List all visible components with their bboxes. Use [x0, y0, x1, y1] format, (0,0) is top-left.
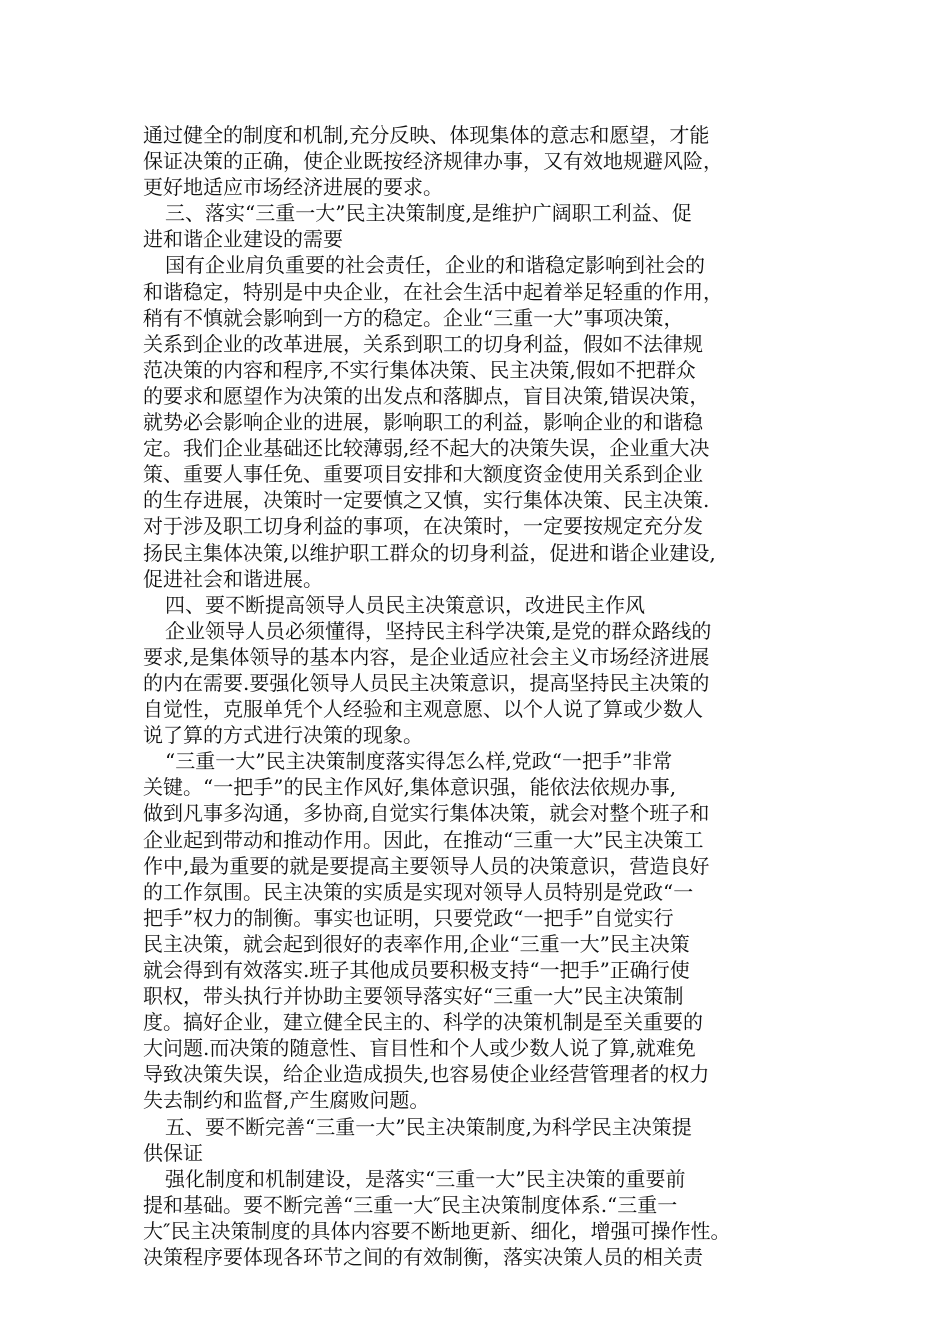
section-heading-continuation: 进和谐企业建设的需要 [143, 227, 343, 252]
text-line: 自觉性，克服单凭个人经验和主观意愿、以个人说了算或少数人 [143, 697, 703, 722]
text-line: 职权，带头执行并协助主要领导落实好“三重一大”民主决策制 [143, 984, 684, 1009]
text-line: 大″民主决策制度的具体内容要不断地更新、细化，增强可操作性。 [143, 1218, 731, 1243]
text-line: 大问题.而决策的随意性、盲目性和个人或少数人说了算,就难免 [143, 1036, 696, 1061]
text-line: 的工作氛围。民主决策的实质是实现对领导人员特别是党政“一 [143, 879, 694, 904]
text-line: 就势必会影响企业的进展，影响职工的利益，影响企业的和谐稳 [143, 410, 703, 435]
text-line: 促进社会和谐进展。 [143, 566, 323, 591]
text-line: 做到凡事多沟通，多协商,自觉实行集体决策，就会对整个班子和 [143, 801, 710, 826]
text-line: 企业起到带动和推动作用。因此，在推动“三重一大”民主决策工 [143, 827, 704, 852]
section-heading: 四、要不断提高领导人员民主决策意识，改进民主作风 [165, 592, 645, 617]
text-line: 通过健全的制度和机制,充分反映、体现集体的意志和愿望，才能 [143, 123, 710, 147]
paragraph-start: 企业领导人员必须懂得，坚持民主科学决策,是党的群众路线的 [165, 618, 712, 643]
section-heading-continuation: 供保证 [143, 1140, 203, 1165]
text-line: 和谐稳定，特别是中央企业，在社会生活中起着举足轻重的作用， [143, 279, 723, 304]
text-line: 民主决策，就会起到很好的表率作用,企业“三重一大”民主决策 [143, 931, 690, 956]
text-line: 把手”权力的制衡。事实也证明，只要党政“一把手”自觉实行 [143, 905, 674, 930]
text-line: 扬民主集体决策,以维护职工群众的切身利益，促进和谐企业建设, [143, 540, 716, 565]
section-heading: 五、要不断完善“三重一大”民主决策制度,为科学民主决策提 [165, 1114, 692, 1139]
section-heading: 三、落实“三重一大”民主决策制度,是维护广阔职工利益、促 [165, 201, 692, 226]
text-line: 范决策的内容和程序,不实行集体决策、民主决策,假如不把群众 [143, 357, 696, 382]
text-line: 说了算的方式进行决策的现象。 [143, 723, 423, 748]
text-line: 保证决策的正确，使企业既按经济规律办事，又有效地规避风险， [143, 149, 723, 174]
text-line: 就会得到有效落实.班子其他成员要积极支持“一把手”正确行使 [143, 958, 690, 982]
text-line: 的生存进展，决策时一定要慎之又慎，实行集体决策、民主决策. [143, 488, 710, 513]
paragraph-start: 强化制度和机制建设，是落实“三重一大”民主决策的重要前 [165, 1166, 686, 1191]
text-line: 作中,最为重要的就是要提高主要领导人员的决策意识，营造良好 [143, 853, 710, 878]
document-body [143, 122, 803, 1270]
text-line: 度。搞好企业，建立健全民主的、科学的决策机制是至关重要的 [143, 1010, 703, 1035]
text-line: 导致决策失误，给企业造成损失,也容易使企业经营管理者的权力 [143, 1062, 710, 1087]
text-line: 的内在需要.要强化领导人员民主决策意识，提高坚持民主决策的 [143, 670, 710, 695]
text-line: 更好地适应市场经济进展的要求。 [143, 175, 443, 200]
text-line: 要求,是集体领导的基本内容，是企业适应社会主义市场经济进展 [143, 644, 710, 669]
text-line: 提和基础。要不断完善“三重一大″民主决策制度体系.“三重一 [143, 1192, 678, 1217]
text-line: 的要求和愿望作为决策的出发点和落脚点，盲目决策,错误决策， [143, 383, 710, 408]
text-line: 失去制约和监督,产生腐败问题。 [143, 1088, 430, 1113]
text-line: 决策程序要体现各环节之间的有效制衡，落实决策人员的相关责 [143, 1245, 703, 1270]
text-line: 关键。“一把手”的民主作风好,集体意识强，能依法依规办事, [143, 775, 677, 800]
text-line: 策、重要人事任免、重要项目安排和大额度资金使用关系到企业 [143, 462, 703, 487]
text-line: 关系到企业的改革进展，关系到职工的切身利益，假如不法律规 [143, 331, 703, 356]
text-line: 对于涉及职工切身利益的事项，在决策时，一定要按规定充分发 [143, 514, 703, 539]
paragraph-start: 国有企业肩负重要的社会责任，企业的和谐稳定影响到社会的 [165, 253, 705, 278]
text-line: 定。我们企业基础还比较薄弱,经不起大的决策失误，企业重大决 [143, 436, 710, 461]
paragraph-start: “三重一大”民主决策制度落实得怎么样,党政“一把手”非常 [165, 749, 673, 774]
text-line: 稍有不慎就会影响到一方的稳定。企业“三重一大”事项决策， [143, 305, 684, 330]
